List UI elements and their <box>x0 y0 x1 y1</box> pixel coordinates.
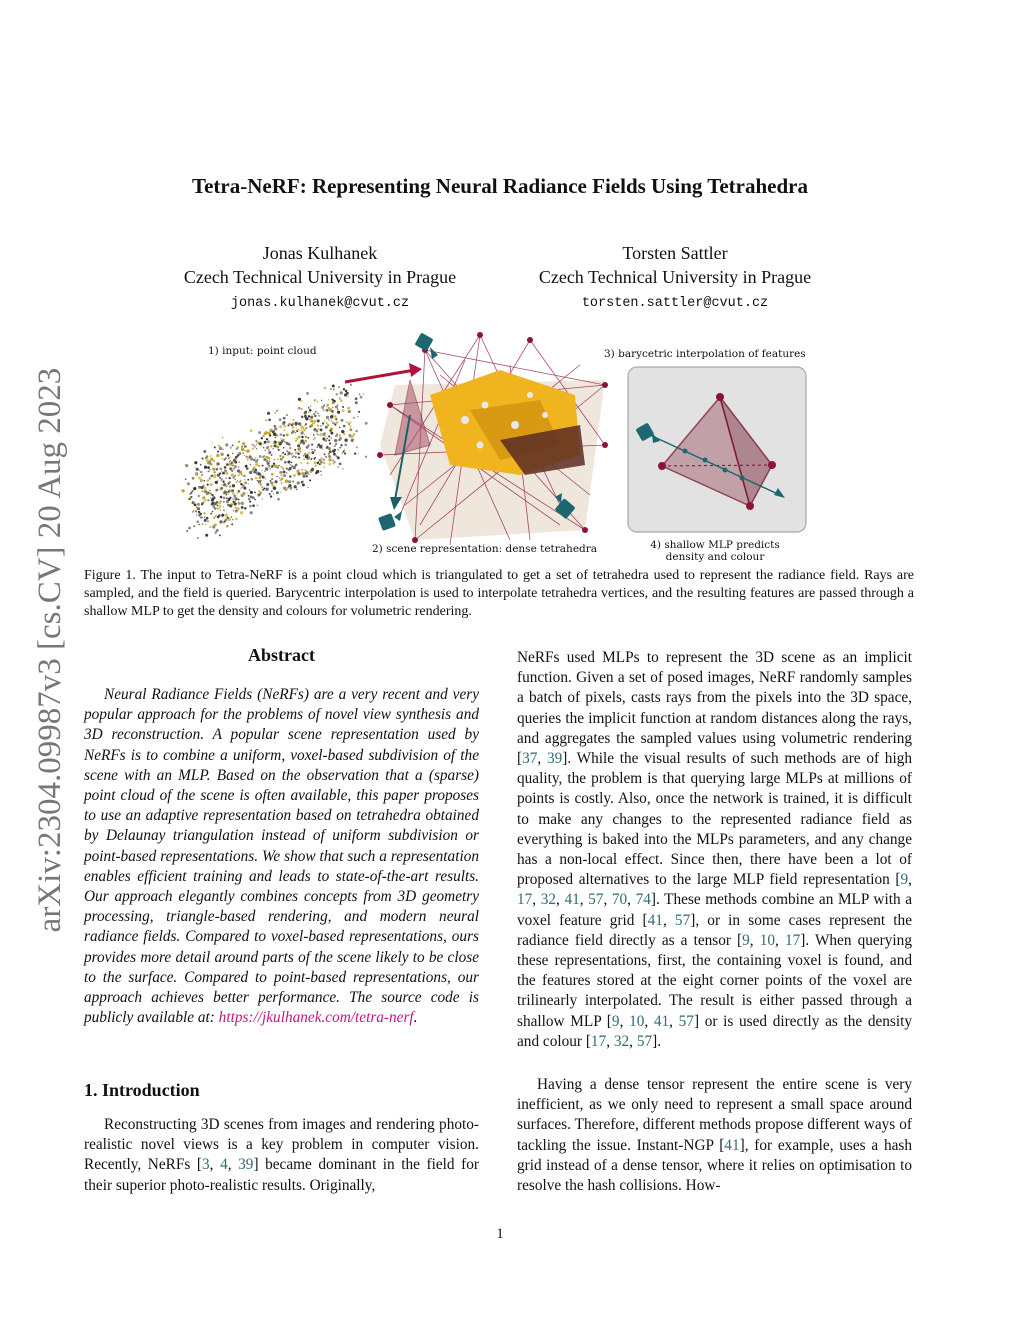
figure-label-mlp-line1: 4) shallow MLP predicts <box>650 539 780 551</box>
barycentric-interpolation-panel <box>628 367 806 532</box>
author-name: Torsten Sattler <box>622 243 728 263</box>
text-run: ] or is used directly as the density and colour [ <box>517 1012 913 1050</box>
citation-link[interactable]: 10 <box>629 1012 645 1030</box>
citation-link[interactable]: 9 <box>742 931 750 949</box>
text-run: ] became dominant in the field for their superior photo-realistic results. Originally, <box>84 1156 480 1194</box>
text-run: ], or in some cases represent the radiance field directly as a tensor [ <box>517 911 912 949</box>
text-run: ]. <box>652 1032 662 1050</box>
citation-link[interactable]: 17 <box>517 891 533 909</box>
text-run: ]. These methods combine an MLP with a voxel feature grid [ <box>517 891 912 929</box>
text-run: ], for example, uses a hash grid instead of a dense tensor, where it relies on optimisation to resolve the hash collisions. How- <box>517 1136 912 1195</box>
author-affiliation: Czech Technical University in Prague <box>538 267 812 287</box>
citation-link[interactable]: 70 <box>611 891 628 909</box>
text-run: ]. While the visual results of such methods are of high quality, the problem is that querying large MLPs at millions of points is costly. Also, once the network is trained, it is difficult to make any changes to the represented radiance field as everything is baked into the MLPs parameters, and any change has a non-local effect. Since then, there have been a lot of proposed alternatives to the large MLP field representation [ <box>517 750 912 889</box>
citation-link[interactable]: 57 <box>636 1032 653 1050</box>
citation-link[interactable]: 32 <box>540 891 557 909</box>
citation-link[interactable]: 10 <box>759 931 776 949</box>
source-code-link[interactable]: https://jkulhanek.com/tetra-nerf <box>218 1009 414 1027</box>
right-column-paragraph-1: NeRFs used MLPs to represent the 3D scene as an implicit function. Given a set of posed images, NeRF randomly samples a batch of pixels, casts rays from the pixels into the 3D space, queries the implicit function at random distances along the rays, and aggregates the sampled values using volumetric rendering [37, 39]. While the visual results of such methods are of high quality, the problem is that querying large MLPs at millions of points is costly. Also, once the network is trained, it is difficult to make any changes to the represented radiance field as everything is baked into the MLPs parameters, and any change has a non-local effect. Since then, there have been a lot of proposed alternatives to the large MLP field representation [9, 17, 32, 41, 57, 70, 74]. These methods combine an MLP with a voxel feature grid [41, 57], or in some cases represent the radiance field directly as a tensor [9, 10, 17]. When querying these representations, first, the containing voxel is found, and the features stored at the eight corner points of the voxel are trilinearly interpolated. The result is either passed through a shallow MLP [9, 10, 41, 57] or is used directly as the density and colour [17, 32, 57]. <box>517 649 913 1050</box>
arrow-icon <box>345 363 422 382</box>
figure-label-representation: 2) scene representation: dense tetrahedra <box>372 543 598 555</box>
abstract-body: Neural Radiance Fields (NeRFs) are a very recent and very popular approach for the problems of novel view synthesis and 3D reconstruction. A popular scene representation used by NeRFs is to combine a uniform, voxel-based subdivision of the scene with an MLP. Based on the observation that a (sparse) point cloud of the scene is often available, this paper proposes to use an adaptive representation based on tetrahedra obtained by Delaunay triangulation instead of uniform subdivision or point-based representations. We show that such a representation enables efficient training and leads to state-of-the-art results. Our approach elegantly combines concepts from 3D geometry processing, triangle-based rendering, and modern neural radiance fields. Compared to voxel-based representations, ours provides more detail around parts of the scene likely to be close to the surface. Compared to point-based representations, our approach achieves better performance. The source code is publicly available at: <box>84 686 479 1027</box>
author-name: Jonas Kulhanek <box>262 243 378 263</box>
camera-icon <box>378 511 402 531</box>
arxiv-identifier: arXiv:2304.09987v3 [cs.CV] 20 Aug 2023 <box>32 367 68 933</box>
abstract-end: . <box>413 1009 418 1027</box>
introduction-paragraph: Reconstructing 3D scenes from images and rendering photo-realistic novel views is a key problem in computer vision. Recently, NeRFs [3, 4, 39] became dominant in the field for their superior photo-realistic results. Originally, <box>84 1116 480 1194</box>
abstract-text <box>84 685 479 1028</box>
figure-label-input: 1) input: point cloud <box>208 345 317 357</box>
citation-link[interactable]: 37 <box>522 750 538 768</box>
citation-link[interactable]: 3 <box>201 1156 210 1174</box>
text-run: NeRFs used MLPs to represent the 3D scene as an implicit function. Given a set of posed images, NeRF randomly samples a batch of pixels, casts rays from the pixels into the 3D space, queries the implicit function at random distances along the rays, and aggregates the sampled values using volumetric rendering [ <box>517 649 912 768</box>
citation-link[interactable]: 74 <box>635 891 651 909</box>
author-email[interactable]: jonas.kulhanek@cvut.cz <box>230 296 410 311</box>
citation-link[interactable]: 39 <box>546 750 563 768</box>
citation-link[interactable]: 41 <box>653 1012 670 1030</box>
figure-label-interpolation: 3) barycetric interpolation of features <box>604 348 806 360</box>
right-column-paragraph-2 <box>517 1075 912 1196</box>
point-cloud-illustration <box>181 384 367 539</box>
citation-link[interactable]: 41 <box>564 891 580 909</box>
citation-link[interactable]: 4 <box>220 1156 228 1174</box>
citation-link[interactable]: 17 <box>784 931 801 949</box>
author-block-1 <box>140 241 500 316</box>
citation-link[interactable]: 32 <box>613 1032 630 1050</box>
section-heading-introduction: 1. Introduction <box>84 1080 200 1100</box>
citation-link[interactable]: 41 <box>724 1136 740 1154</box>
citation-link[interactable]: 57 <box>674 911 691 929</box>
camera-icon <box>414 332 438 359</box>
figure-label-mlp <box>640 539 790 563</box>
figure-caption: Figure 1. The input to Tetra-NeRF is a point cloud which is triangulated to get a set of tetrahedra used to represent the radiance field. Rays are sampled, and the field is queried. Barycentric interpolation is used to interpolate tetrahedra vertices, and the resulting features are passed through a shallow MLP to get the density and colours for volumetric rendering. <box>84 568 914 619</box>
figure-1-graphic <box>180 325 820 565</box>
text-run: Reconstructing 3D scenes from images and rendering photo-realistic novel views is a key problem in computer vision. Recently, NeRFs [ <box>84 1116 479 1174</box>
citation-link[interactable]: 57 <box>678 1012 694 1030</box>
figure-label-mlp-line2: density and colour <box>665 551 765 563</box>
author-block-2 <box>495 241 855 316</box>
text-run: Having a dense tensor represent the entire scene is very inefficient, as we only need to represent a small space around surfaces. Therefore, different methods propose different ways of tackling the issue. Instant-NGP [ <box>517 1076 912 1154</box>
tetrahedra-mesh-illustration <box>377 332 608 545</box>
citation-link[interactable]: 9 <box>611 1012 620 1030</box>
author-affiliation: Czech Technical University in Prague <box>183 267 457 287</box>
citation-link[interactable]: 17 <box>590 1032 607 1050</box>
abstract-heading: Abstract <box>248 645 315 665</box>
author-email[interactable]: torsten.sattler@cvut.cz <box>581 296 769 311</box>
citation-link[interactable]: 57 <box>588 891 604 909</box>
citation-link[interactable]: 39 <box>238 1156 254 1174</box>
text-run: ]. When querying these representations, first, the containing voxel is found, and the features stored at the eight corner points of the voxel are trilinearly interpolated. The result is either passed through a shallow MLP [ <box>517 931 912 1030</box>
citation-link[interactable]: 41 <box>647 911 663 929</box>
citation-link[interactable]: 9 <box>900 871 909 889</box>
page-number: 1 <box>496 1226 504 1242</box>
paper-title: Tetra-NeRF: Representing Neural Radiance Fields Using Tetrahedra <box>192 174 808 198</box>
